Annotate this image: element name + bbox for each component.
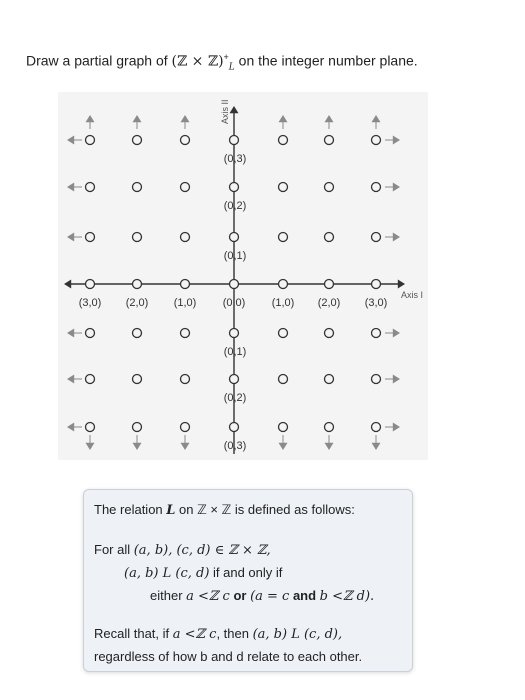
col-4-up-arrow-icon [279,115,288,122]
lattice-point-r5-c2 [181,375,190,384]
lattice-point-r5-c1 [133,375,142,384]
prompt-sub: L [228,62,235,73]
lattice-point-r0-c1 [133,136,142,145]
col-0-up-arrow-icon [86,115,95,122]
lattice-point-r2-c2 [181,233,190,242]
lattice-point-r0-c3 [230,136,239,145]
definition-line-6: regardless of how b and d relate to each other. [94,649,363,664]
lattice-point-r4-c5 [325,329,334,338]
lattice-point-r6-c1 [133,423,142,432]
lattice-point-r4-c3 [230,329,239,338]
row-4-left-arrow-icon [67,329,74,338]
lattice-point-r5-c0 [86,375,95,384]
lattice-point-r2-c0 [86,233,95,242]
definition-line-2: For all (a, b), (c, d) ∈ ℤ × ℤ, [94,542,271,558]
y-axis-lower-label-1: (0,2) [223,392,247,404]
lattice-point-r6-c0 [86,423,95,432]
lattice-point-r3-c0 [86,280,95,289]
col-0-down-arrow-icon [86,443,95,450]
lattice-point-r0-c5 [325,136,334,145]
problem-prompt [26,52,418,72]
col-2-up-arrow-icon [181,115,190,122]
lattice-point-r3-c4 [279,280,288,289]
definition-line-3: (a, b) L (c, d) if and only if [124,565,283,581]
lattice-point-r2-c4 [279,233,288,242]
lattice-point-r0-c0 [86,136,95,145]
axis-i-label: Axis I [401,290,424,300]
lattice-point-r5-c4 [279,375,288,384]
lattice-point-r0-c6 [372,136,381,145]
col-5-down-arrow-icon [325,443,334,450]
axis-i-left-arrow-icon [64,280,71,289]
lattice-point-r6-c2 [181,423,190,432]
x-axis-point-label-0: (3,0) [78,297,102,309]
lattice-point-r4-c0 [86,329,95,338]
lattice-point-r1-c0 [86,183,95,192]
lattice-point-r5-c5 [325,375,334,384]
col-5-up-arrow-icon [325,115,334,122]
lattice-point-r1-c3 [230,183,239,192]
col-2-down-arrow-icon [181,443,190,450]
definition-line-1: The relation L on ℤ × ℤ is defined as follows: [94,502,355,518]
lattice-point-r2-c6 [372,233,381,242]
row-4-right-arrow-icon [393,329,400,338]
y-axis-lower-label-2: (0,3) [223,440,247,452]
row-0-left-arrow-icon [67,136,74,145]
x-axis-point-label-2: (1,0) [173,297,197,309]
prompt-text-after: on the integer number plane. [234,52,418,69]
row-6-right-arrow-icon [393,423,400,432]
lattice-point-r6-c5 [325,423,334,432]
row-0-right-arrow-icon [393,136,400,145]
integer-plane-svg[interactable] [58,92,428,460]
axis-i-right-arrow-icon [398,280,405,289]
lattice-point-r6-c6 [372,423,381,432]
row-2-right-arrow-icon [393,233,400,242]
y-axis-lower-label-0: (0,1) [223,346,247,358]
row-2-left-arrow-icon [67,233,74,242]
x-axis-point-label-3: (0,0) [222,297,246,309]
lattice-point-r3-c6 [372,280,381,289]
lattice-point-r3-c5 [325,280,334,289]
lattice-point-r3-c3 [230,280,239,289]
prompt-sup: + [223,52,229,62]
lattice-point-r1-c5 [325,183,334,192]
x-axis-point-label-5: (2,0) [317,297,341,309]
lattice-point-r5-c3 [230,375,239,384]
col-6-up-arrow-icon [372,115,381,122]
relation-definition-box [83,489,413,672]
lattice-point-r4-c2 [181,329,190,338]
row-6-left-arrow-icon [67,423,74,432]
lattice-point-r6-c3 [230,423,239,432]
x-axis-point-label-6: (3,0) [364,297,388,309]
row-5-right-arrow-icon [393,375,400,384]
row-1-right-arrow-icon [393,183,400,192]
lattice-point-r6-c4 [279,423,288,432]
lattice-point-r4-c1 [133,329,142,338]
lattice-point-r1-c2 [181,183,190,192]
lattice-point-r3-c2 [181,280,190,289]
integer-plane-graph[interactable] [58,92,428,460]
col-4-down-arrow-icon [279,443,288,450]
lattice-point-r2-c1 [133,233,142,242]
definition-line-5: Recall that, if a <ℤ c, then (a, b) L (c, d), [94,626,343,642]
x-axis-point-label-1: (2,0) [125,297,149,309]
lattice-point-r1-c4 [279,183,288,192]
lattice-point-r4-c4 [279,329,288,338]
x-axis-point-label-4: (1,0) [271,297,295,309]
lattice-point-r2-c5 [325,233,334,242]
y-axis-upper-label-1: (0,2) [223,200,247,212]
col-1-up-arrow-icon [133,115,142,122]
lattice-point-r0-c4 [279,136,288,145]
y-axis-upper-label-0: (0,3) [223,153,247,165]
lattice-point-r3-c1 [133,280,142,289]
y-axis-upper-label-2: (0,1) [223,250,247,262]
definition-line-4: either a <ℤ c or (a = c and b <ℤ d). [150,588,375,604]
row-5-left-arrow-icon [67,375,74,384]
col-6-down-arrow-icon [372,443,381,450]
lattice-point-r1-c6 [372,183,381,192]
prompt-set: (ℤ × ℤ) [171,53,224,70]
lattice-point-r4-c6 [372,329,381,338]
col-1-down-arrow-icon [133,443,142,450]
row-1-left-arrow-icon [67,183,74,192]
axis-ii-label: Axis II [220,99,230,124]
prompt-text-before: Draw a partial graph of [26,52,172,69]
axis-ii-up-arrow-icon [230,106,239,113]
lattice-point-r1-c1 [133,183,142,192]
lattice-point-r0-c2 [181,136,190,145]
lattice-point-r2-c3 [230,233,239,242]
lattice-point-r5-c6 [372,375,381,384]
